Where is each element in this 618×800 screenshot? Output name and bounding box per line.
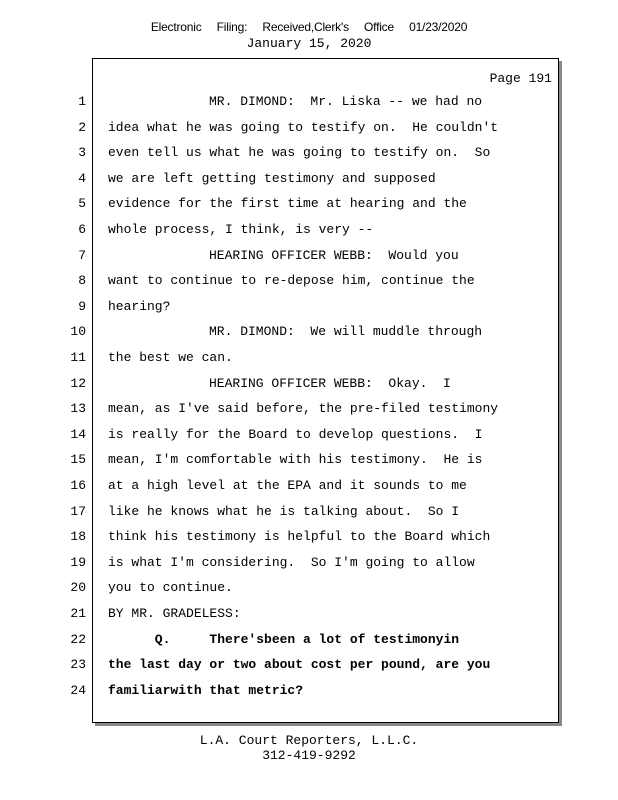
transcript-line	[0, 89, 618, 115]
line-number: 24	[70, 682, 86, 698]
line-number: 7	[78, 247, 86, 263]
line-number: 8	[78, 273, 86, 289]
transcript-line	[0, 627, 618, 653]
line-number: 1	[78, 94, 86, 109]
transcript-line	[0, 575, 618, 601]
line-text: is what I'm considering. So I'm going to allow	[108, 554, 475, 570]
transcript-line	[0, 678, 618, 704]
line-text: is really for the Board to develop questions. I	[108, 426, 483, 442]
line-text: evidence for the first time at hearing and the	[108, 196, 467, 212]
line-number: 18	[70, 529, 86, 545]
line-number: 21	[70, 606, 86, 621]
line-text: whole process, I think, is very --	[108, 222, 374, 237]
transcript-line	[0, 396, 618, 422]
line-number: 22	[70, 631, 86, 647]
line-text: at a high level at the EPA and it sounds to me	[108, 478, 467, 493]
line-text: the last day or two about cost per pound, are you	[108, 657, 491, 673]
filing-stamp-part: Received,Clerk's	[262, 20, 349, 34]
line-number: 16	[70, 478, 86, 493]
filing-stamp-part: Filing:	[216, 20, 248, 34]
transcript-line	[0, 422, 618, 448]
line-text: mean, I'm comfortable with his testimony. He is	[108, 452, 483, 468]
line-number: 11	[70, 350, 86, 365]
line-text: BY MR. GRADELESS:	[108, 606, 241, 621]
line-number: 20	[70, 580, 86, 596]
line-number: 10	[70, 324, 86, 340]
line-text: HEARING OFFICER WEBB: Okay. I	[209, 375, 451, 391]
transcript-line	[0, 268, 618, 294]
transcript-line	[0, 524, 618, 550]
line-number: 5	[78, 196, 86, 212]
transcript-line	[0, 140, 618, 166]
line-number: 2	[78, 119, 86, 135]
line-text: hearing?	[108, 298, 171, 314]
transcript-line	[0, 166, 618, 192]
line-text: even tell us what he was going to testify on. So	[108, 145, 491, 161]
line-text: we are left getting testimony and supposed	[108, 170, 436, 186]
line-text: MR. DIMOND: Mr. Liska -- we had no	[209, 94, 483, 109]
filing-stamp	[0, 20, 618, 34]
filing-stamp-part: Electronic	[150, 20, 202, 34]
line-number: 4	[78, 170, 86, 186]
line-text: Q. There'sbeen a lot of testimonyin	[108, 631, 460, 647]
transcript-line	[0, 243, 618, 269]
filing-stamp-part: 01/23/2020	[409, 20, 468, 34]
line-text: HEARING OFFICER WEBB: Would you	[209, 247, 459, 263]
line-number: 17	[70, 503, 86, 519]
line-number: 15	[70, 452, 86, 468]
transcript-line	[0, 447, 618, 473]
transcript-line	[0, 294, 618, 320]
line-number: 13	[70, 401, 86, 417]
page-number: Page 191	[489, 71, 552, 86]
line-text: MR. DIMOND: We will muddle through	[209, 324, 483, 340]
line-text: like he knows what he is talking about. So I	[108, 503, 460, 519]
transcript-line	[0, 217, 618, 243]
line-number: 14	[70, 426, 86, 442]
line-text: want to continue to re-depose him, continue the	[108, 273, 475, 289]
line-number: 12	[70, 375, 86, 391]
transcript-line	[0, 319, 618, 345]
transcript-line	[0, 371, 618, 397]
line-number: 3	[78, 145, 86, 161]
transcript-line	[0, 191, 618, 217]
line-number: 6	[78, 222, 86, 237]
line-number: 23	[70, 657, 86, 673]
transcript-date: January 15, 2020	[246, 36, 372, 51]
transcript-line	[0, 115, 618, 141]
transcript-line	[0, 345, 618, 371]
transcript-line	[0, 550, 618, 576]
transcript-line	[0, 652, 618, 678]
line-text: familiarwith that metric?	[108, 682, 304, 698]
line-text: idea what he was going to testify on. He couldn't	[108, 119, 499, 135]
line-text: mean, as I've said before, the pre-filed testimony	[108, 401, 499, 417]
transcript-line	[0, 473, 618, 499]
line-text: think his testimony is helpful to the Board which	[108, 529, 491, 545]
reporter-phone: 312-419-9292	[262, 748, 356, 763]
filing-stamp-part: Office	[364, 20, 394, 34]
line-text: you to continue.	[108, 580, 233, 596]
transcript-line	[0, 601, 618, 627]
transcript-line	[0, 499, 618, 525]
line-number: 9	[78, 298, 86, 314]
line-text: the best we can.	[108, 350, 233, 365]
footer	[0, 733, 618, 763]
reporter-company: L.A. Court Reporters, L.L.C.	[199, 733, 419, 748]
line-number: 19	[70, 554, 86, 570]
